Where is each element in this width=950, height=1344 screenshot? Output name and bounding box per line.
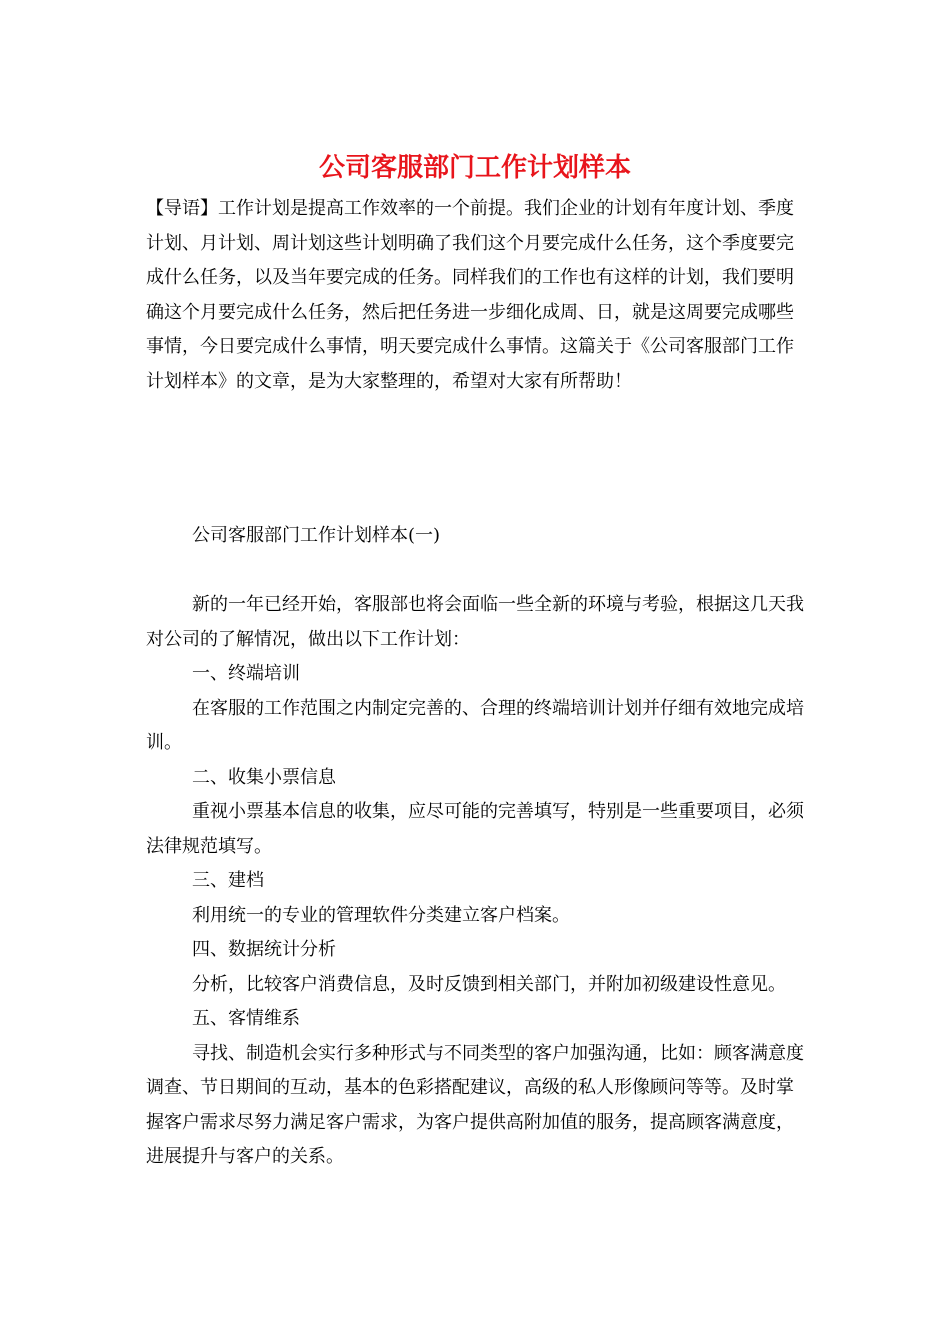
opening-paragraph: 新的一年已经开始，客服部也将会面临一些全新的环境与考验，根据这几天我对公司的了解情况，做出以下工作计划：	[146, 594, 804, 650]
item-text: 利用统一的专业的管理软件分类建立客户档案。	[192, 904, 570, 926]
intro-paragraph: 【导语】工作计划是提高工作效率的一个前提。我们企业的计划有年度计划、季度计划、月计划、周计划这些计划明确了我们这个月要完成什么任务，这个季度要完成什么任务，以及当年要完成的任务。同样我们的工作也有这样的计划，我们要明确这个月要完成什么任务，然后把任务进一步细化成周、日，就是这周要完成哪些事情，今日要完成什么事情，明天要完成什么事情。这篇关于《公司客服部门工作计划样本》的文章，是为大家整理的，希望对大家有所帮助！	[146, 198, 794, 392]
item-heading: 一、终端培训	[192, 663, 300, 684]
blank-line	[146, 554, 810, 589]
section-heading: 公司客服部门工作计划样本(一)	[192, 525, 441, 546]
item-heading: 三、建档	[192, 870, 264, 891]
item-text: 重视小票基本信息的收集，应尽可能的完善填写，特别是一些重要项目，必须法律规范填写。	[146, 801, 804, 857]
item-text: 分析，比较客户消费信息，及时反馈到相关部门，并附加初级建设性意见。	[192, 973, 786, 995]
item-text: 在客服的工作范围之内制定完善的、合理的终端培训计划并仔细有效地完成培训。	[146, 697, 804, 753]
document-body	[146, 519, 810, 1175]
item-heading: 五、客情维系	[192, 1008, 300, 1029]
document-title: 公司客服部门工作计划样本	[318, 153, 631, 183]
item-heading: 四、数据统计分析	[192, 939, 336, 960]
item-heading: 二、收集小票信息	[192, 766, 336, 788]
item-text: 寻找、制造机会实行多种形式与不同类型的客户加强沟通，比如：顾客满意度调查、节日期间的互动，基本的色彩搭配建议，高级的私人形像顾问等等。及时掌握客户需求尽努力满足客户需求，为客户提供高附加值的服务，提高顾客满意度，进展提升与客户的关系。	[146, 1042, 804, 1167]
